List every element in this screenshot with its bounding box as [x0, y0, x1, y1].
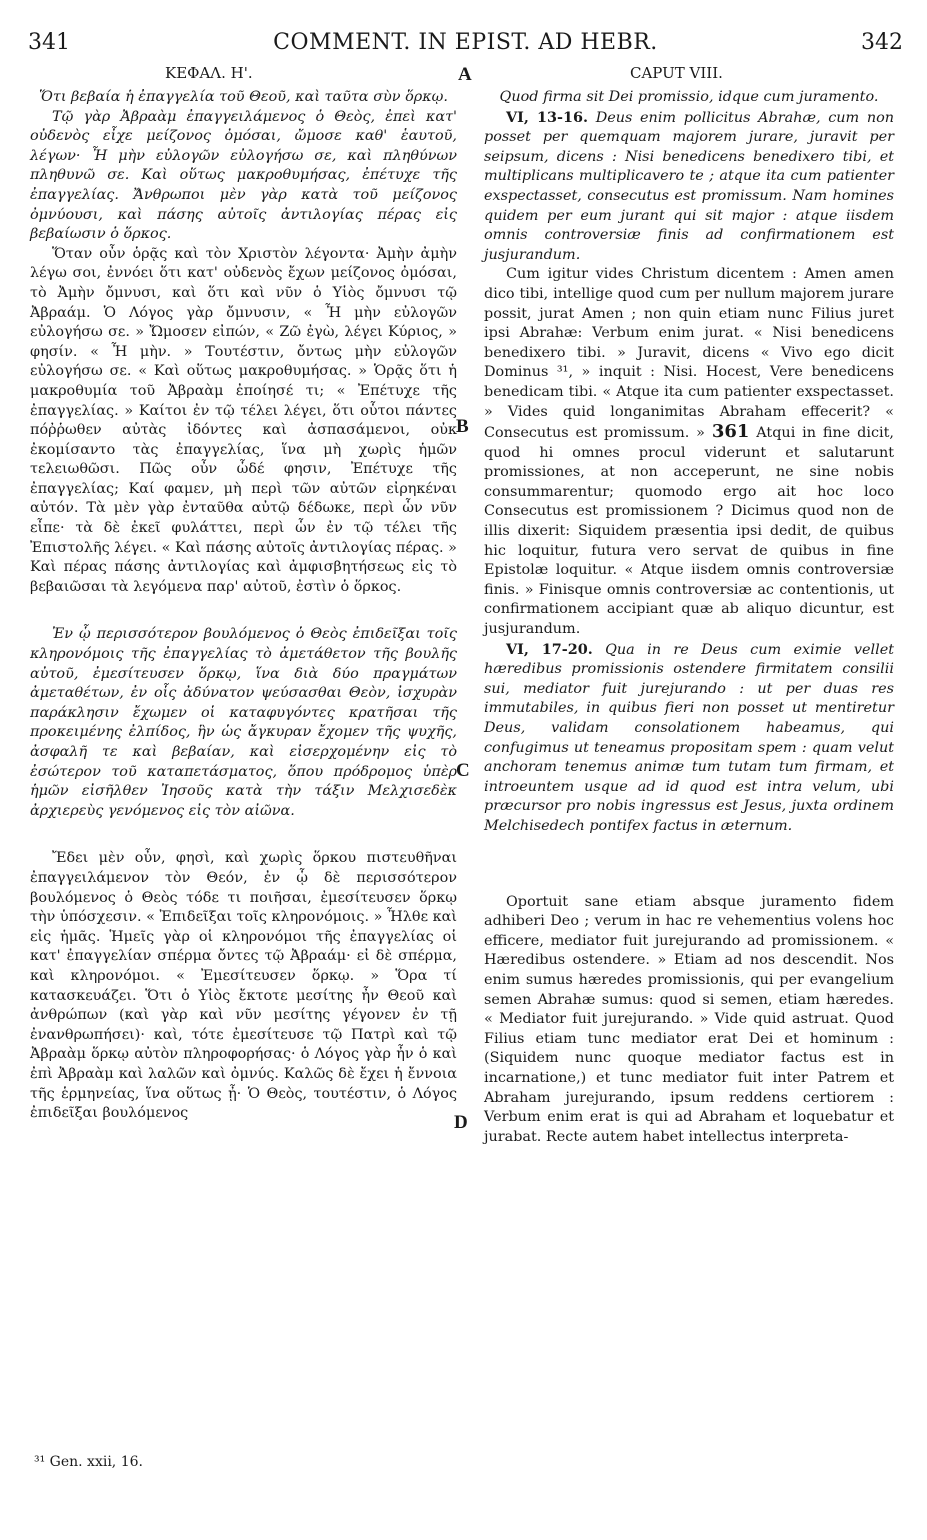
latin-scripture-1	[484, 108, 894, 266]
latin-commentary-2: Oportuit sane etiam absque juramento fidem adhiberi Deo ; verum in hac re vehementius volens hoc efficere, mediator fuit jurejurando ad promissionem. « Hæredibus ostendere. » Etiam ad nos descendit. Nos enim sumus hæredes promissionis, qui per evangelium semen Abrahæ sumus: quod si semen, etiam hæredes. « Mediator fuit jurejurando. » Vide quid astruat. Quod Filius etiam tunc mediator erat Dei et hominum : (Siquidem nunc quoque mediator factus est in incarnatione,) et tunc mediator fuit inter Patrem et Abraham jurejurando, ipsum reddens certiorem : Verbum enim erat is qui ad Abraham et loquebatur et jurabat. Recte autem habet intellectus interpreta-	[484, 893, 894, 1145]
original-page-number: 361	[711, 421, 750, 443]
margin-mark-a: A	[458, 64, 472, 85]
margin-mark-b: B	[456, 416, 469, 437]
greek-scripture-2: Ἐν ᾧ περισσότερον βουλόμενος ὁ Θεὸς ἐπιδεῖξαι τοῖς κληρονόμοις τῆς ἐπαγγελίας τὸ ἀμετάθετον τῆς βουλῆς αὐτοῦ, ἐμεσίτευσεν ὅρκῳ, ἵνα διὰ δύο πραγμάτων ἀμεταθέτων, ἐν οἷς ἀδύνατον ψεύσασθαι Θεὸν, ἰσχυρὰν παράκλησιν ἔχωμεν οἱ καταφυγόντες κρατῆσαι τῆς προκειμένης ἐλπίδος, ἣν ὡς ἄγκυραν ἔχομεν τῆς ψυχῆς, ἀσφαλῆ τε καὶ βεβαίαν, καὶ εἰσερχομένην εἰς τὸ ἐσώτερον τοῦ καταπετάσματος, ὅπου πρόδρομος ὑπὲρ ἡμῶν εἰσῆλθεν Ἰησοῦς κατὰ τὴν τάξιν Μελχισεδὲκ ἀρχιερεὺς γενόμενος εἰς τὸν αἰῶνα.	[30, 626, 457, 819]
margin-mark-c: C	[456, 760, 470, 781]
latin-commentary-1b: Atqui in fine dicit, quod hi omnes procul viderunt et salutarunt promissiones, at non acceperunt, ne sine nobis consummarentur; quomodo ergo ait hoc loco Consecutus est promissionem ? Dicimus quod non de illis dixerit: Siquidem præsentia ipsi dedit, de quibus hic loquitur, futura vero servat de quibus in fine Epistolæ loquitur. « Atque iisdem omnis controversiæ finis. » Finisque omnis controversiæ ac contentionis, ut confirmationem accipiant quæ ab aliquo dicuntur, est jusjurandum.	[484, 425, 894, 638]
verse-reference-1: VI, 13-16.	[506, 108, 589, 126]
latin-commentary-1a: Cum igitur vides Christum dicentem : Amen amen dico tibi, intellige quod cum per nullum majorem jurare possit, jurat Amen ; non quin etiam nunc Filius juret ipsi Abrahæ: Verbum enim jurat. « Nisi benedicens benedixero tibi. » Juravit, dicens « Vivo ego dicit Dominus ³¹, » inquit : Nisi. Hocest, Vere benedicens benedicam tibi. « Atque ita cum patienter exspectasset. » Vides quid longanimitas Abraham effecerit? « Consecutus est promissum. »	[484, 266, 894, 442]
latin-column	[484, 88, 894, 1147]
latin-scripture-2-text: Qua in re Deus cum eximie vellet hæredibus promissionis ostendere firmitatem consilii sui, mediator fuit jurejurando : ut per duas res immutabiles, in quibus fieri non posset ut mentiretur Deus, validam consolationem habeamus, qui confugimus ut teneamus propositam spem : quam velut anchoram tenemus animæ tum tutam tum firmam, et introeuntem usque ad id quod est intra velum, ubi præcursor pro nobis ingressus est Jesus, juxta ordinem Melchisedech pontifex factus in æternum.	[484, 641, 894, 834]
page-number-left: 341	[28, 30, 70, 55]
section-gap	[484, 837, 894, 893]
latin-intro-1: Quod firma sit Dei promissio, idque cum juramento.	[499, 89, 879, 105]
greek-intro-1: Ὅτι βεβαία ἡ ἐπαγγελία τοῦ Θεοῦ, καὶ ταῦτα σὺν ὅρκῳ.	[39, 89, 448, 105]
running-header	[28, 30, 903, 60]
greek-commentary-2: Ἔδει μὲν οὖν, φησὶ, καὶ χωρὶς ὅρκου πιστευθῆναι ἐπαγγειλάμενον τὸν Θεόν, ἐν ᾧ δὲ περισσότερον βουλόμενος ὁ Θεὸς τόδε τι ποιῆσαι, ἐμεσίτευσεν ὅρκῳ τὴν ὑπόσχεσιν. « Ἐπιδεῖξαι τοῖς κληρονόμοις. » Ἦλθε καὶ εἰς ἡμᾶς. Ἡμεῖς γὰρ οἱ κληρονόμοι τῆς ἐπαγγελίας οἱ κατ' ἐπαγγελίαν σπέρμα ὄντες τῷ Ἀβραάμ· εἰ δὲ σπέρμα, καὶ κληρονόμοι. « Ἐμεσίτευσεν ὅρκῳ. » Ὅρα τί κατασκευάζει. Ὅτι ὁ Υἱὸς ἔκτοτε μεσίτης ἦν Θεοῦ καὶ ἀνθρώπων (καὶ γὰρ καὶ νῦν μεσίτης γέγονεν ἐν τῇ ἐνανθρωπήσει)· καὶ, τότε ἐμεσίτευσε τῷ Πατρὶ καὶ τῷ Ἀβραὰμ ὅρκῳ αὐτὸν πληροφορήσας· ὁ Λόγος γὰρ ἦν ὁ καὶ ἐπὶ Ἀβραὰμ καὶ λαλῶν καὶ ὀμνύς. Καλῶς δὲ ἔχει ἡ ἔννοια τῆς ἑρμηνείας, ἵνα οὕτως ᾖ· Ὁ Θεὸς, τουτέστιν, ὁ Λόγος ἐπιδεῖξαι βουλόμενος	[30, 850, 457, 1122]
running-title: COMMENT. IN EPIST. AD HEBR.	[273, 30, 658, 55]
latin-chapter-heading: CAPUT VIII.	[630, 64, 723, 82]
latin-commentary-1	[484, 265, 894, 639]
greek-chapter-heading: ΚΕΦΑΛ. Η'.	[165, 64, 253, 82]
greek-column	[30, 88, 457, 1124]
footnote: ³¹ Gen. xxii, 16.	[34, 1454, 143, 1470]
greek-scripture-1: Τῷ γὰρ Ἀβραὰμ ἐπαγγειλάμενος ὁ Θεὸς, ἐπεὶ κατ' οὐδενὸς εἶχε μείζονος ὀμόσαι, ὤμοσε καθ' ἑαυτοῦ, λέγων· Ἦ μὴν εὐλογῶν εὐλογήσω σε, καὶ πληθύνων πληθυνῶ σε. Καὶ οὕτως μακροθυμήσας, ἐπέτυχε τῆς ἐπαγγελίας. Ἄνθρωποι μὲν γὰρ κατὰ τοῦ μείζονος ὀμνύουσι, καὶ πάσης αὐτοῖς ἀντιλογίας πέρας εἰς βεβαίωσιν ὁ ὅρκος.	[30, 108, 457, 243]
latin-scripture-1-text: Deus enim pollicitus Abrahæ, cum non posset per quemquam majorem jurare, juravit per seipsum, dicens : Nisi benedicens benedixero tibi, et multiplicans multiplicavero te ; atque ita cum patienter exspectasset, consecutus est promissum. Nam homines quidem per eum jurant qui sit major : atque iisdem omnis controversiæ finis ad confirmationem est jusjurandum.	[484, 109, 895, 263]
section-gap	[30, 821, 457, 849]
margin-mark-d: D	[454, 1112, 468, 1133]
verse-reference-2: VI, 17-20.	[506, 640, 593, 658]
latin-scripture-2	[484, 640, 894, 837]
page-number-right: 342	[861, 30, 903, 55]
section-gap	[30, 597, 457, 625]
greek-commentary-1: Ὅταν οὖν ὁρᾷς καὶ τὸν Χριστὸν λέγοντα· Ἀμὴν ἀμὴν λέγω σοι, ἐννόει ὅτι κατ' οὐδενὸς ἔχων μείζονος ὀμόσαι, τὸ Ἀμὴν ὄμνυσι, καὶ ὅτι καὶ νῦν ὁ Υἱὸς ὄμνυσι τῷ Ἀβραάμ. Ὁ Λόγος γὰρ ὄμνυσιν, « Ἦ μὴν εὐλογῶν εὐλογήσω σε. » Ὤμοσεν εἰπών, « Ζῶ ἐγὼ, λέγει Κύριος, » φησίν. « Ἦ μὴν. » Τουτέστιν, ὄντως μὴν εὐλογῶν εὐλογήσω σε. « Καὶ οὕτως μακροθυμήσας. » Ὁρᾷς ὅτι ἡ μακροθυμία τοῦ Ἀβραὰμ ἐποίησέ τι; « Ἐπέτυχε τῆς ἐπαγγελίας. » Καίτοι ἐν τῷ τέλει λέγει, ὅτι οὗτοι πάντες πόῤῥωθεν αὐτὰς ἰδόντες καὶ ἀσπασάμενοι, οὐκ ἐκομίσαντο τὰς ἐπαγγελίας, ἵνα μὴ χωρὶς ἡμῶν τελειωθῶσι. Πῶς οὖν ὧδέ φησιν, Ἐπέτυχε τῆς ἐπαγγελίας; Καί φαμεν, μὴ περὶ τῶν αὐτῶν εἰρηκέναι αὐτόν. Τὰ μὲν γὰρ ἐνταῦθα αὐτῷ δέδωκε, περὶ ὧν νῦν εἶπε· τὰ δὲ ἐκεῖ φυλάττει, περὶ ὧν ἐν τῷ τέλει τῆς Ἐπιστολῆς λέγει. « Καὶ πάσης αὐτοῖς ἀντιλογίας πέρας. » Καὶ πέρας πάσης ἀντιλογίας καὶ ἀμφισβητήσεως εἰς τὸ βεβαιῶσαι τὰ λεγόμενα παρ' αὐτοῦ, ἐστὶν ὁ ὅρκος.	[30, 245, 457, 595]
